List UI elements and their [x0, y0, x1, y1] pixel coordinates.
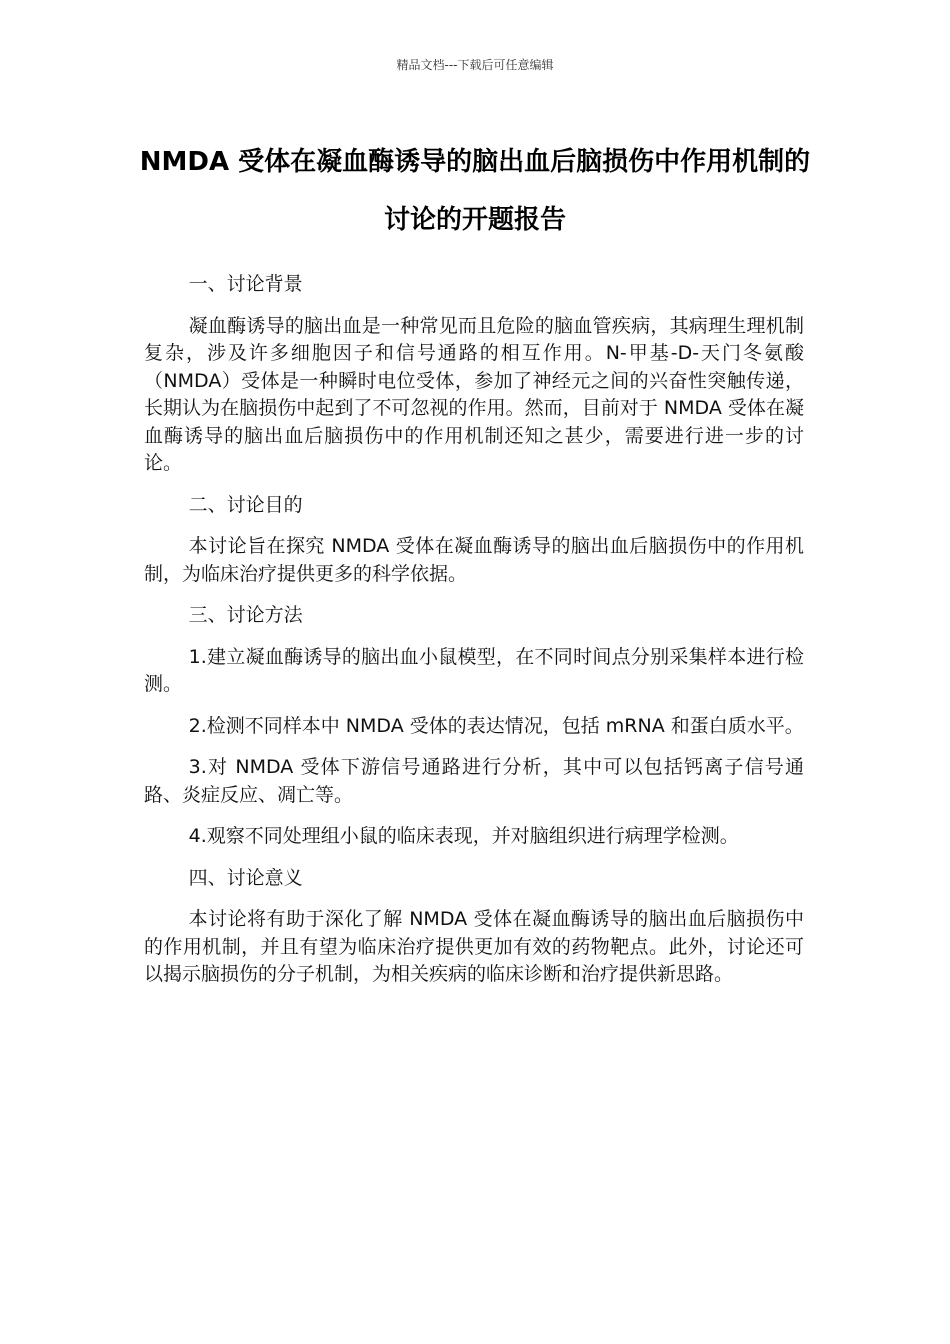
section-background: [144, 271, 804, 478]
section-significance: [144, 865, 804, 989]
paragraph: 凝血酶诱导的脑出血是一种常见而且危险的脑血管疾病，其病理生理机制复杂，涉及许多细胞因子和信号通路的相互作用。N-甲基-D-天门冬氨酸（NMDA）受体是一种瞬时电位受体，参加了神经元之间的兴奋性突触传递，长期认为在脑损伤中起到了不可忽视的作用。然而，目前对于 NMDA 受体在凝血酶诱导的脑出血后脑损伤中的作用机制还知之甚少，需要进行进一步的讨论。: [144, 314, 804, 474]
document-title: NMDA 受体在凝血酶诱导的脑出血后脑损伤中作用机制的讨论的开题报告: [139, 147, 811, 235]
document-body: [144, 271, 804, 1003]
section-purpose: [144, 492, 804, 589]
method-item: 4.观察不同处理组小鼠的临床表现，并对脑组织进行病理学检测。: [188, 825, 739, 847]
section-heading: 一、讨论背景: [188, 273, 303, 295]
method-item: 2.检测不同样本中 NMDA 受体的表达情况，包括 mRNA 和蛋白质水平。: [188, 714, 804, 737]
paragraph: 本讨论将有助于深化了解 NMDA 受体在凝血酶诱导的脑出血后脑损伤中的作用机制，并且有望为临床治疗提供更加有效的药物靶点。此外，讨论还可以揭示脑损伤的分子机制，为相关疾病的临床诊断和治疗提供新思路。: [144, 908, 804, 985]
section-heading: 四、讨论意义: [188, 866, 303, 889]
paragraph: 本讨论旨在探究 NMDA 受体在凝血酶诱导的脑出血后脑损伤中的作用机制，为临床治疗提供更多的科学依据。: [144, 535, 804, 585]
method-item: 1.建立凝血酶诱导的脑出血小鼠模型，在不同时间点分别采集样本进行检测。: [144, 645, 804, 695]
page-header: 精品文档---下载后可任意编辑: [396, 58, 554, 72]
section-methods: [144, 602, 804, 851]
section-heading: 二、讨论目的: [188, 493, 303, 516]
section-heading: 三、讨论方法: [188, 604, 303, 626]
method-item: 3.对 NMDA 受体下游信号通路进行分析，其中可以包括钙离子信号通路、炎症反应、凋亡等。: [144, 756, 804, 806]
